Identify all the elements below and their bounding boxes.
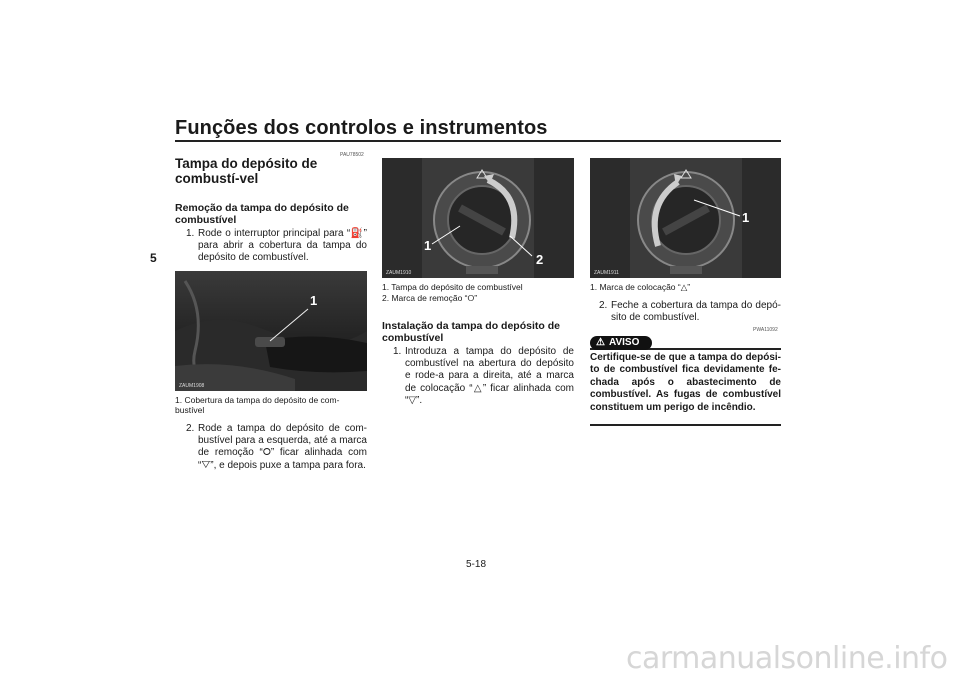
step-text: Rode o interruptor principal para “⛽” para abrir a cobertura da tampa do depósito de combustível. xyxy=(198,228,367,264)
scooter-seat-photo xyxy=(175,271,367,391)
warning-badge xyxy=(590,336,652,350)
step-number: 2. xyxy=(599,300,608,311)
install-heading: Instalação da tampa do depósito de combustível xyxy=(382,320,560,344)
figure-caption: 1. Marca de colocação “△” xyxy=(590,282,691,292)
warning-text: Certifique-se de que a tampa do depósi-to de combustível fica devidamente fe-chada após o abastecimento de combustível. As fugas de combustível constituem um perigo de incêndio. xyxy=(590,352,781,413)
warning-header xyxy=(590,336,781,350)
warning-triangle-icon: ⚠ xyxy=(596,337,605,348)
step-text: Feche a cobertura da tampa do depó-sito de combustível. xyxy=(611,300,781,324)
step-number: 1. xyxy=(186,228,195,239)
figure-caption-line-2: 2. Marca de remoção “⭘” xyxy=(382,293,478,303)
image-code: ZAUM1910 xyxy=(386,270,412,276)
removal-heading: Remoção da tampa do depósito de combustível xyxy=(175,202,349,226)
figure-caption-line-1: 1. Tampa do depósito de combustível xyxy=(382,282,523,292)
header-rule xyxy=(175,140,781,142)
install-step-2 xyxy=(599,300,781,324)
callout-number-2: 2 xyxy=(536,252,544,267)
warning-bottom-rule xyxy=(590,424,781,426)
warning-label: AVISO xyxy=(608,337,640,348)
image-code: ZAUM1911 xyxy=(594,270,619,276)
install-step-1 xyxy=(393,346,574,407)
page-number: 5-18 xyxy=(466,559,487,570)
fuel-cap-photo-install xyxy=(590,158,781,278)
page-header-title: Funções dos controlos e instrumentos xyxy=(175,117,548,139)
section-heading: Tampa do depósito de combustí-vel xyxy=(175,156,318,186)
image-code: ZAUM1908 xyxy=(179,383,205,389)
warning-code: PWA11092 xyxy=(753,327,778,333)
section-tab: 5 xyxy=(150,251,157,265)
reference-code: PAU78502 xyxy=(340,152,364,158)
removal-step-1 xyxy=(186,228,367,265)
figure-caption: 1. Cobertura da tampa do depósito de com-bustível xyxy=(175,395,340,415)
callout-number-1: 1 xyxy=(424,238,432,253)
step-text: Rode a tampa do depósito de com-bustível para a esquerda, até a marca de remoção “⭘” ficar alinhada com “▽”, e depois puxe a tampa para fora. xyxy=(198,423,367,471)
step-text: Introduza a tampa do depósito de combustível na abertura do depósito e rode-a para a direita, até a marca de colocação “△” ficar alinhada com “▽”. xyxy=(405,346,574,406)
watermark: carmanualsonline.info xyxy=(626,641,948,676)
removal-step-2 xyxy=(186,423,367,472)
callout-number: 1 xyxy=(310,293,318,308)
fuel-cap-photo-removal xyxy=(382,158,574,278)
step-number: 1. xyxy=(393,346,402,357)
step-number: 2. xyxy=(186,423,195,434)
callout-number: 1 xyxy=(742,210,750,225)
